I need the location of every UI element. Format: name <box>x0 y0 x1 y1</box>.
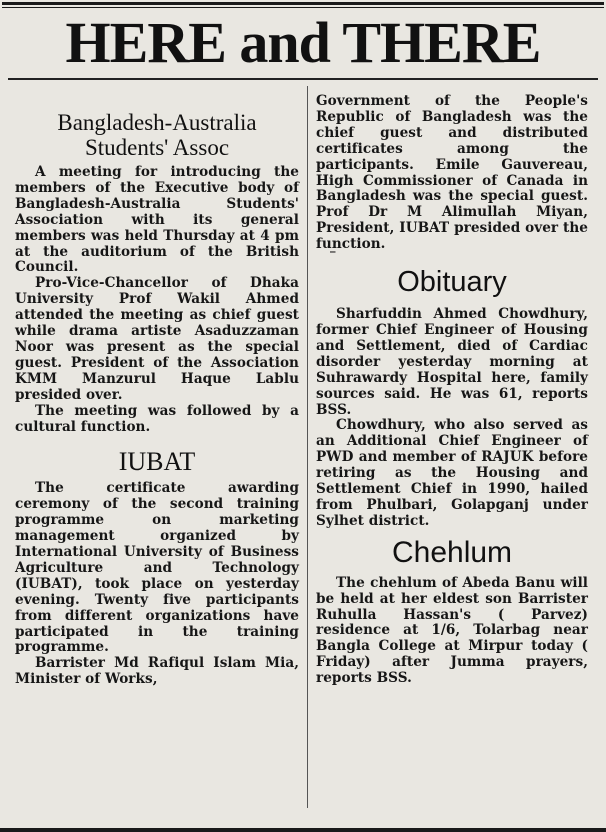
top-border-thin <box>2 7 604 8</box>
heading-line-2: Students' Assoc <box>84 135 230 160</box>
article-heading: Obituary <box>397 266 507 299</box>
article-paragraph: Barrister Md Rafiqul Islam Mia, Minister of Works, <box>15 655 299 688</box>
article-paragraph: The meeting was followed by a cultural function. <box>15 402 299 435</box>
obituary-article <box>316 265 588 530</box>
right-column <box>316 94 588 687</box>
article-paragraph: Sharfuddin Ahmed Chowdhury, former Chief Engineer of Housing and Settlement, died of Cardiac disorder yesterday morning at Suhrawardy Hospital here, family sources said. He was 61, reports BSS. <box>316 306 588 418</box>
bottom-border <box>0 828 606 832</box>
top-border-thick <box>2 2 604 5</box>
article-paragraph-continued: Government of the People's Republic of Bangladesh was the chief guest and distributed certificates among the participants. Emile Gauvereau, High Commissioner of Canada in Bangladesh was the special guest. Prof Dr M Alimullah Miyan, President, IUBAT presided over the function. <box>316 93 588 253</box>
masthead <box>6 9 600 77</box>
masthead-title: HERE and THERE <box>65 10 541 75</box>
masthead-rule <box>8 78 598 80</box>
article-paragraph: Chowdhury, who also served as an Additional Chief Engineer of PWD and member of RAJUK before retiring as the Housing and Settlement Chief in 1990, hailed from Phulbari, Golapganj under Sylhet district. <box>316 417 588 529</box>
column-divider <box>307 86 308 808</box>
article-heading <box>15 110 299 160</box>
iubat-article <box>15 447 299 688</box>
article-heading: IUBAT <box>118 447 196 477</box>
article-paragraph: A meeting for introducing the members of the Executive body of Bangladesh-Australia Students' Association with its general members was held Thursday at 4 pm at the auditorium of the British Council. <box>15 164 299 276</box>
article-paragraph: The certificate awarding ceremony of the second training programme on marketing management organized by International University of Business Agriculture and Technology (IUBAT), took place on yesterday evening. Twenty five participants from different organizations have participated in the training programme. <box>15 480 299 656</box>
heading-line-1: Bangladesh-Australia <box>57 110 257 135</box>
article-paragraph: The chehlum of Abeda Banu will be held at her eldest son Barrister Ruhulla Hassan's ( Parvez) residence at 1/6, Tolarbag near Bangla College at Mirpur today ( Friday) after Jumma prayers, reports BSS. <box>316 574 588 687</box>
left-column <box>15 110 299 688</box>
bangladesh-australia-article <box>15 110 299 435</box>
chehlum-article <box>316 536 588 687</box>
article-heading: Chehlum <box>391 535 513 569</box>
article-paragraph: Pro-Vice-Chancellor of Dhaka University Prof Wakil Ahmed attended the meeting as chief guest while drama artiste Asaduzzaman Noor was present as the special guest. President of the Association KMM Manzurul Haque Lablu presided over. <box>15 275 299 403</box>
section-mark: ‾ <box>330 250 336 264</box>
